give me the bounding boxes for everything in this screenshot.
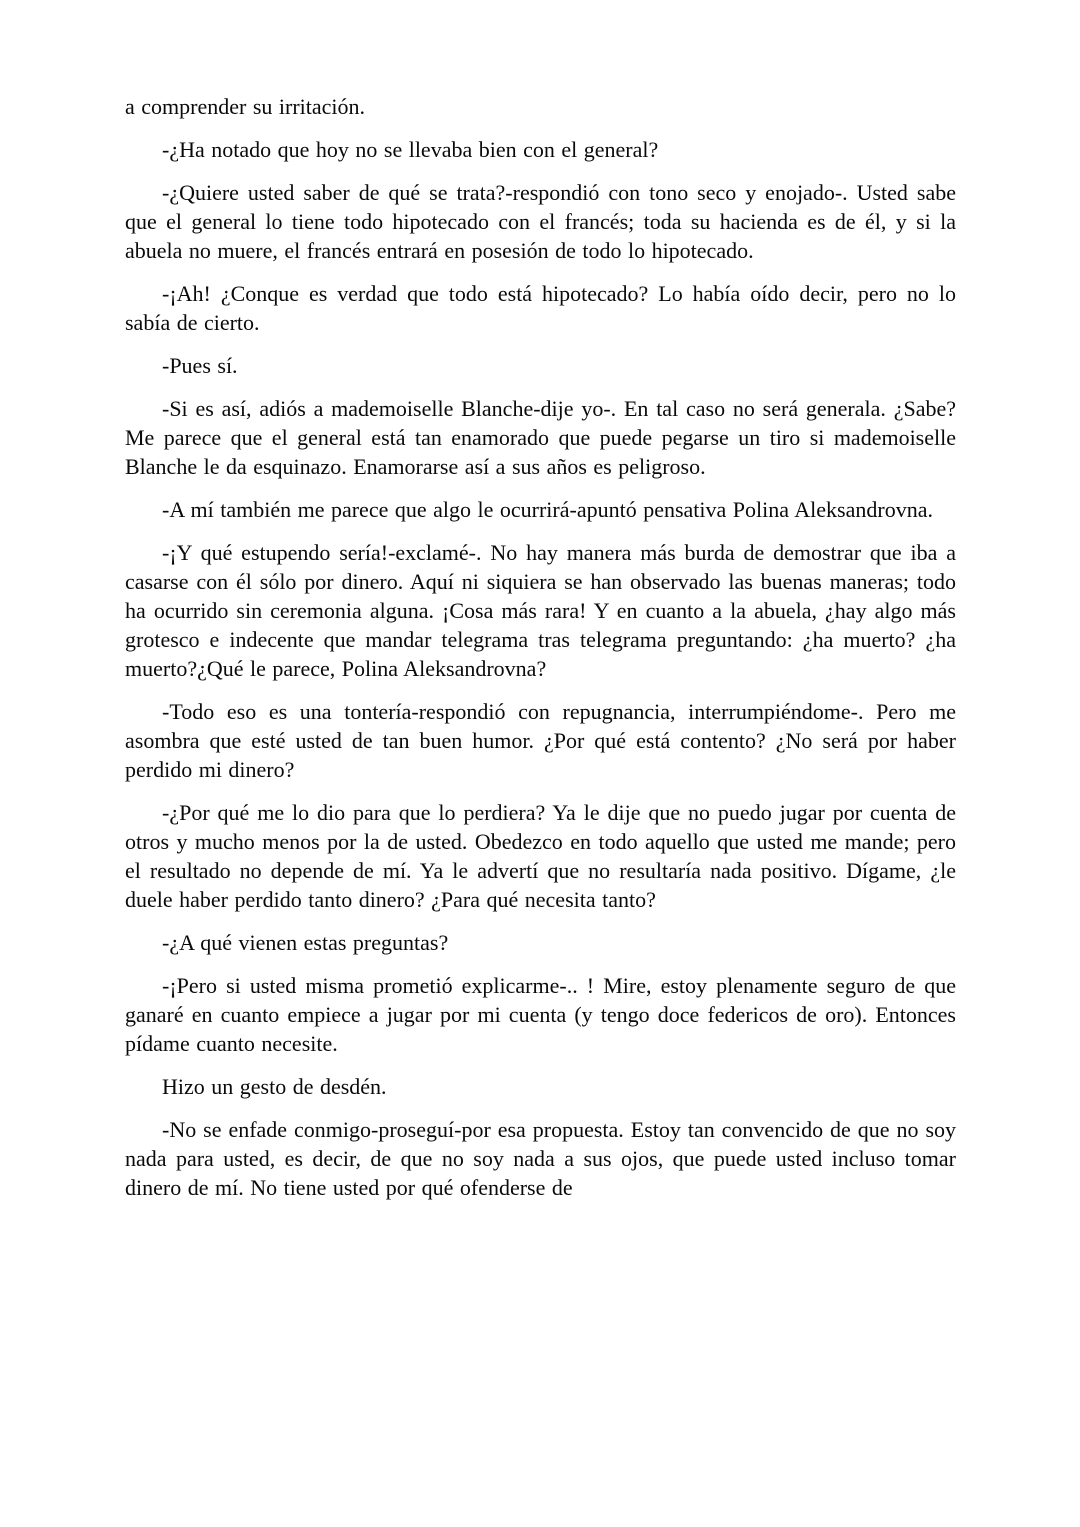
paragraph: -¿Quiere usted saber de qué se trata?-respondió con tono seco y enojado-. Usted sabe que el general lo tiene todo hipotecado con el francés; toda su hacienda es de él, y si la abuela no muere, el francés entrará en posesión de todo lo hipotecado. xyxy=(125,180,956,263)
paragraph: a comprender su irritación. xyxy=(125,94,366,119)
paragraph: -Pues sí. xyxy=(162,353,238,378)
paragraph: -Si es así, adiós a mademoiselle Blanche-dije yo-. En tal caso no será generala. ¿Sabe? Me parece que el general está tan enamorado que puede pegarse un tiro si mademoiselle Blanche le da esquinazo. Enamorarse así a sus años es peligroso. xyxy=(125,396,956,479)
paragraph: -¡Ah! ¿Conque es verdad que todo está hipotecado? Lo había oído decir, pero no lo sabía de cierto. xyxy=(125,281,956,335)
paragraph: -No se enfade conmigo-proseguí-por esa propuesta. Estoy tan convencido de que no soy nada para usted, es decir, de que no soy nada a sus ojos, que puede usted incluso tomar dinero de mí. No tiene usted por qué ofenderse de xyxy=(125,1117,956,1200)
paragraph: -¿Ha notado que hoy no se llevaba bien con el general? xyxy=(162,137,659,162)
paragraph: -¿A qué vienen estas preguntas? xyxy=(162,930,449,955)
paragraph: -¡Y qué estupendo sería!-exclamé-. No hay manera más burda de demostrar que iba a casarse con él sólo por dinero. Aquí ni siquiera se han observado las buenas maneras; todo ha ocurrido sin ceremonia alguna. ¡Cosa más rara! Y en cuanto a la abuela, ¿hay algo más grotesco e indecente que mandar telegrama tras telegrama preguntando: ¿ha muerto? ¿ha muerto?¿Qué le parece, Polina Aleksandrovna? xyxy=(125,540,956,681)
paragraph: Hizo un gesto de desdén. xyxy=(162,1074,387,1099)
paragraph: -Todo eso es una tontería-respondió con repugnancia, interrumpiéndome-. Pero me asombra que esté usted de tan buen humor. ¿Por qué está contento? ¿No será por haber perdido mi dinero? xyxy=(125,699,956,782)
paragraph: -¡Pero si usted misma prometió explicarme-.. ! Mire, estoy plenamente seguro de que ganaré en cuanto empiece a jugar por mi cuenta (y tengo doce federicos de oro). Entonces pídame cuanto necesite. xyxy=(125,973,956,1056)
paragraph: -A mí también me parece que algo le ocurrirá-apuntó pensativa Polina Aleksandrovna. xyxy=(162,497,933,522)
paragraph: -¿Por qué me lo dio para que lo perdiera? Ya le dije que no puedo jugar por cuenta de otros y mucho menos por la de usted. Obedezco en todo aquello que usted me mande; pero el resultado no depende de mí. Ya le advertí que no resultaría nada positivo. Dígame, ¿le duele haber perdido tanto dinero? ¿Para qué necesita tanto? xyxy=(125,800,956,912)
